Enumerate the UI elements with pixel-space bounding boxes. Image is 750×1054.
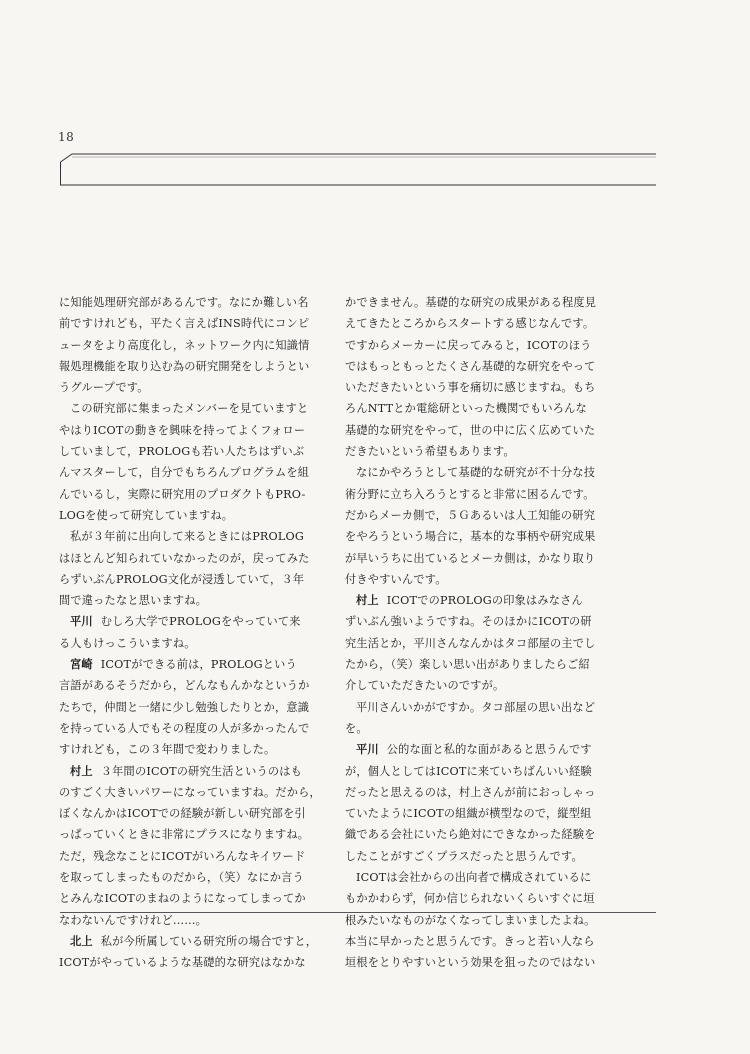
text-line	[59, 356, 315, 377]
text-line	[345, 739, 601, 760]
text-line	[59, 335, 315, 356]
paragraph	[59, 761, 321, 931]
text-line	[345, 761, 601, 782]
line-text: ぼくなんかはICOTでの経験が新しい研究部を引	[59, 807, 306, 821]
text-line	[345, 718, 601, 739]
line-text: ていたようにICOTの組織が横型なので，縦型組	[345, 807, 592, 821]
text-line	[345, 398, 601, 419]
text-line	[59, 803, 315, 824]
line-text: なわないんですけれど……。	[59, 913, 208, 927]
line-text: る人もけっこういますね。	[59, 636, 196, 650]
line-text: えてきたところからスタートする感じなんです。	[345, 317, 595, 331]
line-text: に知能処理研究部があるんです。なにか難しい名	[59, 296, 309, 309]
paragraph	[59, 654, 315, 760]
line-text: したことがすごくプラスだったと思うんです。	[345, 849, 583, 863]
text-line	[59, 846, 315, 867]
paragraph	[59, 398, 315, 526]
text-line	[59, 398, 315, 419]
line-text: 本当に早かったと思うんです。きっと若い人なら	[345, 934, 595, 948]
text-line	[345, 292, 601, 313]
speaker-name: 北上	[70, 933, 93, 948]
text-line	[345, 462, 601, 483]
text-line	[59, 931, 318, 952]
line-text: ３年間のICOTの研究生活というのはも	[100, 764, 303, 778]
line-text: のすごく大きいパワーになっていますね。だから，	[59, 785, 321, 799]
text-line	[345, 867, 601, 888]
text-line	[345, 611, 601, 632]
line-text: なにかやろうとして基礎的な研究が不十分な技	[356, 466, 596, 480]
text-line	[59, 824, 315, 845]
line-text: 報処理機能を取り込む為の研究開発をしようとい	[59, 359, 310, 373]
line-text: をやろうという場合に，基本的な事柄や研究成果	[345, 530, 596, 544]
text-line	[345, 526, 601, 547]
line-text: だからメーカ側で，５Ｇあるいは人工知能の研究	[345, 508, 596, 522]
line-text: ずいぶん強いようですね。そのほかにICOTの研	[345, 615, 592, 629]
line-text: むしろ大学でPROLOGをやっていて来	[100, 615, 301, 629]
line-text: ICOTは会社からの出向者で構成されているに	[356, 871, 592, 885]
text-column-left	[59, 292, 321, 974]
line-text: ュータをより高度化し，ネットワーク内に知識情	[59, 338, 310, 352]
speaker-name: 平川	[356, 742, 379, 757]
line-text: すけれども，この３年間で変わりました。	[59, 743, 276, 757]
line-text: 公的な面と私的な面があると思うんです	[386, 743, 592, 757]
line-text: ただ，残念なことにICOTがいろんなキイワード	[59, 849, 306, 863]
text-line	[345, 441, 601, 462]
line-text: 前ですけれども，平たく言えばINS時代にコンピ	[59, 317, 310, 331]
text-line	[59, 718, 315, 739]
text-line	[59, 739, 315, 760]
header-rule	[60, 152, 656, 188]
text-line	[345, 356, 601, 377]
text-line	[59, 697, 315, 718]
line-text: らずいぶんPROLOG文化が浸透していて，３年	[59, 572, 305, 586]
text-line	[59, 675, 315, 696]
paragraph	[59, 611, 315, 654]
text-column-right	[345, 292, 601, 974]
paragraph	[345, 867, 601, 973]
line-text: が早いうちに出ているとメーカ側は，かなり取り	[345, 551, 596, 565]
text-line	[345, 952, 601, 973]
line-text: 根みたいなものがなくなってしまいましたよね。	[345, 913, 596, 927]
text-line	[59, 867, 315, 888]
text-line	[345, 654, 601, 675]
line-text: ICOTでのPROLOGの印象はみなさん	[386, 594, 583, 608]
text-line	[59, 420, 315, 441]
text-line	[345, 888, 601, 909]
line-text: だきたいという希望もあります。	[345, 445, 515, 459]
text-line	[345, 569, 601, 590]
text-line	[345, 633, 601, 654]
speaker-name: 村上	[70, 763, 93, 778]
text-line	[59, 611, 315, 632]
text-line	[345, 782, 601, 803]
text-line	[345, 377, 601, 398]
line-text: っぱっていくときに非常にプラスになりますね。	[59, 828, 310, 842]
paragraph	[59, 292, 315, 398]
page-number: 18	[58, 130, 75, 144]
text-line	[59, 505, 315, 526]
text-line	[59, 441, 315, 462]
text-line	[345, 505, 601, 526]
speaker-name: 平川	[70, 614, 93, 629]
line-text: を取ってしまったものだから，（笑）なにか言う	[59, 871, 304, 885]
text-line	[59, 952, 315, 973]
line-text: ろんNTTとか電総研といった機関でもいろんな	[345, 402, 587, 416]
paragraph	[345, 697, 601, 740]
line-text: 垣根をとりやすいという効果を狙ったのではない	[345, 956, 596, 970]
text-line	[59, 313, 315, 334]
speaker-name: 村上	[356, 593, 379, 608]
line-text: たちで，仲間と一緒に少し勉強したりとか，意識	[59, 700, 310, 714]
text-line	[59, 484, 315, 505]
line-text: ですからメーカーに戻ってみると，ICOTのほう	[345, 338, 592, 352]
line-text: んマスターして，自分でもちろんプログラムを組	[59, 466, 310, 480]
line-text: を。	[345, 721, 368, 735]
text-line	[345, 697, 601, 718]
footer-rule	[60, 912, 656, 915]
text-line	[345, 590, 601, 611]
line-text: いただきたいという事を痛切に感じますね。もち	[345, 381, 596, 395]
text-line	[345, 484, 601, 505]
line-text: はほとんど知られていなかったのが，戻ってみた	[59, 551, 310, 565]
text-line	[345, 675, 601, 696]
line-text: ICOTがやっているような基礎的な研究はなかな	[59, 956, 306, 970]
line-text: 私が今所属している研究所の場合ですと，	[100, 934, 318, 948]
text-line	[345, 335, 601, 356]
text-line	[59, 782, 321, 803]
text-line	[59, 462, 315, 483]
speaker-name: 宮崎	[70, 657, 93, 672]
text-line	[59, 654, 315, 675]
text-line	[59, 761, 315, 782]
line-text: していまして，PROLOGも若い人たちはずいぶ	[59, 445, 305, 459]
text-line	[345, 824, 601, 845]
paragraph	[59, 526, 315, 611]
line-text: 平川さんいかがですか。タコ部屋の思い出など	[356, 700, 596, 714]
line-text: 私が３年前に出向して来るときにはPROLOG	[70, 530, 305, 544]
paragraph	[59, 931, 318, 974]
line-text: 究生活とか，平川さんなんかはタコ部屋の主でし	[345, 636, 596, 650]
text-line	[59, 590, 315, 611]
line-text: んでいるし，実際に研究用のプロダクトもPRO-	[59, 487, 306, 501]
line-text: 付きやすいんです。	[345, 572, 447, 586]
text-line	[59, 633, 315, 654]
line-text: ICOTができる前は，PROLOGという	[100, 658, 297, 672]
text-line	[345, 548, 601, 569]
line-text: かできません。基礎的な研究の成果がある程度見	[345, 296, 597, 309]
text-line	[59, 526, 315, 547]
line-text: 間で違ったなと思いますね。	[59, 594, 208, 608]
text-line	[345, 846, 601, 867]
line-text: とみんなICOTのまねのようになってしまってか	[59, 892, 306, 906]
text-line	[345, 420, 601, 441]
text-line	[59, 377, 315, 398]
line-text: うグループです。	[59, 381, 149, 395]
text-line	[345, 313, 601, 334]
paragraph	[345, 462, 601, 590]
line-text: LOGを使って研究していますね。	[59, 508, 234, 522]
text-line	[59, 548, 315, 569]
line-text: 織である会社にいたら絶対にできなかった経験を	[345, 828, 596, 842]
line-text: 術分野に立ち入ろうとすると非常に困るんです。	[345, 487, 595, 501]
text-line	[345, 931, 601, 952]
text-line	[59, 569, 315, 590]
paragraph	[345, 739, 601, 867]
line-text: 介していただきたいのですが。	[345, 679, 505, 693]
line-text: もかかわらず，何か信じられないくらいすぐに垣	[345, 892, 595, 906]
line-text: 基礎的な研究をやって，世の中に広く広めていた	[345, 423, 596, 437]
line-text: を持っている人でもその程度の人が多かったんで	[59, 721, 310, 735]
text-line	[59, 888, 315, 909]
paragraph	[345, 590, 601, 696]
text-line	[59, 292, 315, 313]
line-text: だったと思えるのは，村上さんが前におっしゃっ	[345, 785, 596, 799]
line-text: たから，（笑）楽しい思い出がありましたらご紹	[345, 658, 590, 672]
line-text: やはりICOTの動きを興味を持ってよくフォロー	[59, 423, 306, 437]
line-text: 言語があるそうだから，どんなもんかなというか	[59, 679, 310, 693]
line-text: が，個人としてはICOTに来ていちばんいい経験	[345, 764, 592, 778]
line-text: この研究部に集まったメンバーを見ていますと	[70, 402, 309, 416]
line-text: ではもっともっとたくさん基礎的な研究をやって	[345, 359, 596, 373]
text-line	[345, 803, 601, 824]
paragraph	[345, 292, 601, 462]
